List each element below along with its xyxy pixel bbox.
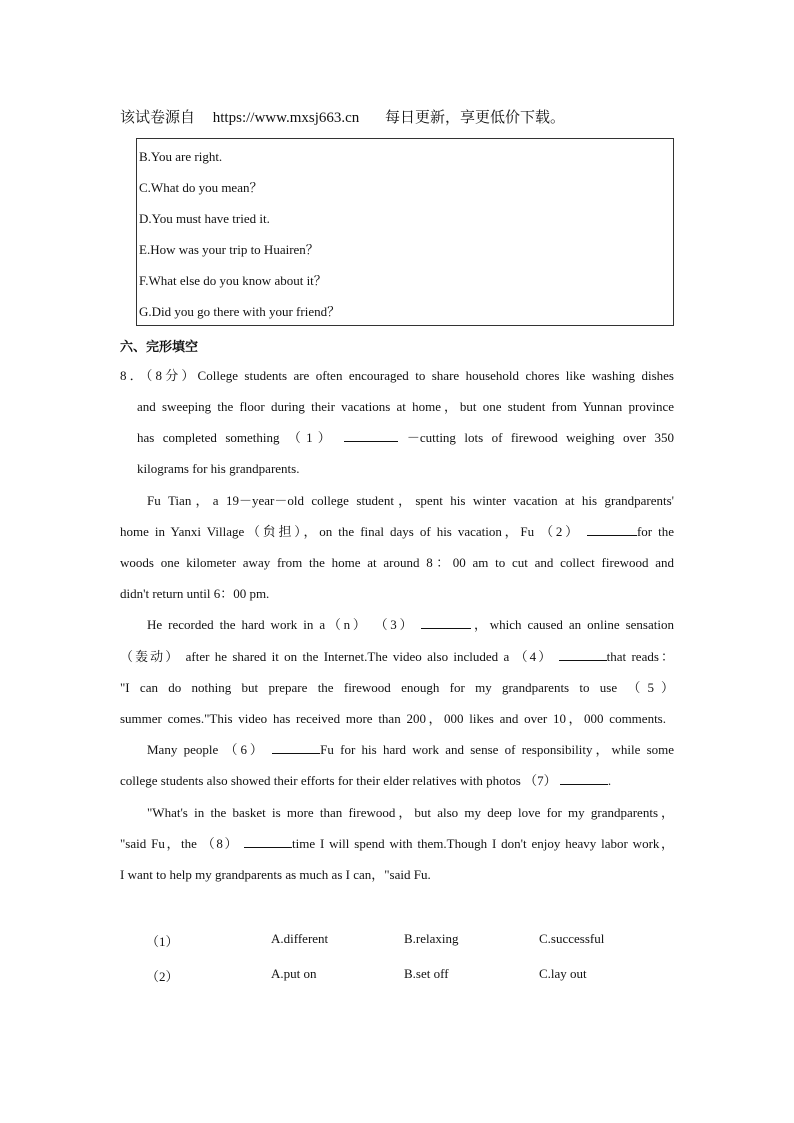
choice-number: （1） (146, 934, 179, 949)
option-e: E.How was your trip to Huairen？ (139, 242, 319, 257)
blank-2[interactable] (587, 523, 637, 536)
header-prefix: 该试卷源自 (120, 110, 196, 126)
blank-4[interactable] (559, 648, 607, 661)
blank-8[interactable] (244, 835, 292, 848)
choice-a[interactable]: A.different (271, 931, 329, 946)
blank-6[interactable] (272, 741, 320, 754)
option-g: G.Did you go there with your friend？ (139, 304, 341, 319)
choice-b[interactable]: B.relaxing (404, 931, 459, 946)
question-line: "said Fu，the （8） time I will spend with them.Though I don't enjoy heavy labor work， (120, 836, 675, 851)
question-line: summer comes."This video has received more than 200，000 likes and over 10，000 comments. (120, 711, 666, 726)
section-title: 六、完形填空 (120, 340, 199, 355)
option-d: D.You must have tried it. (139, 211, 270, 226)
option-c: C.What do you mean？ (139, 180, 263, 195)
question-line: He recorded the hard work in a（n） （3） ，which caused an online sensation (147, 617, 674, 632)
question-line: "I can do nothing but prepare the firewood enough for my grandparents to use （5） (120, 680, 674, 695)
question-line: Many people （6） Fu for his hard work and sense of responsibility，while some (147, 742, 675, 757)
question-line: "What's in the basket is more than firewood，but also my deep love for my grandparents， (147, 805, 674, 820)
question-line: （轰动） after he shared it on the Internet.The video also included a （4） that reads： (120, 649, 674, 664)
question-line: didn't return until 6：00 pm. (120, 586, 270, 601)
header-suffix: 每日更新，享更低价下载。 (385, 110, 566, 126)
question-line: woods one kilometer away from the home at around 8：00 am to cut and collect firewood and (120, 555, 674, 570)
question-line: home in Yanxi Village（贠担），on the final days of his vacation，Fu （2） for the (120, 524, 675, 539)
choice-c[interactable]: C.lay out (539, 966, 587, 981)
question-line: Fu Tian，a 19－year－old college student，spent his winter vacation at his grandparents' (147, 493, 674, 508)
answer-options-box (136, 138, 674, 326)
question-number: 8．（8分） (120, 368, 198, 383)
question-line: 8．（8分）College students are often encouraged to share household chores like washing dishes (120, 368, 674, 383)
choice-b[interactable]: B.set off (404, 966, 449, 981)
choice-a[interactable]: A.put on (271, 966, 317, 981)
choice-c[interactable]: C.successful (539, 931, 605, 946)
choice-number: （2） (146, 969, 179, 984)
question-line: college students also showed their efforts for their elder relatives with photos （7） . (120, 773, 612, 788)
source-header (120, 106, 565, 127)
source-url[interactable]: https://www.mxsj663.cn (212, 110, 360, 126)
blank-1[interactable] (344, 429, 398, 442)
option-f: F.What else do you know about it？ (139, 273, 327, 288)
question-line: I want to help my grandparents as much as I can，"said Fu. (120, 867, 431, 882)
question-line: and sweeping the floor during their vacations at home，but one student from Yunnan province (137, 399, 674, 414)
question-line: kilograms for his grandparents. (137, 461, 300, 476)
blank-7[interactable] (560, 772, 608, 785)
question-line: has completed something （1） －cutting lots of firewood weighing over 350 (137, 430, 675, 445)
blank-3[interactable] (421, 616, 471, 629)
option-b: B.You are right. (139, 149, 223, 164)
